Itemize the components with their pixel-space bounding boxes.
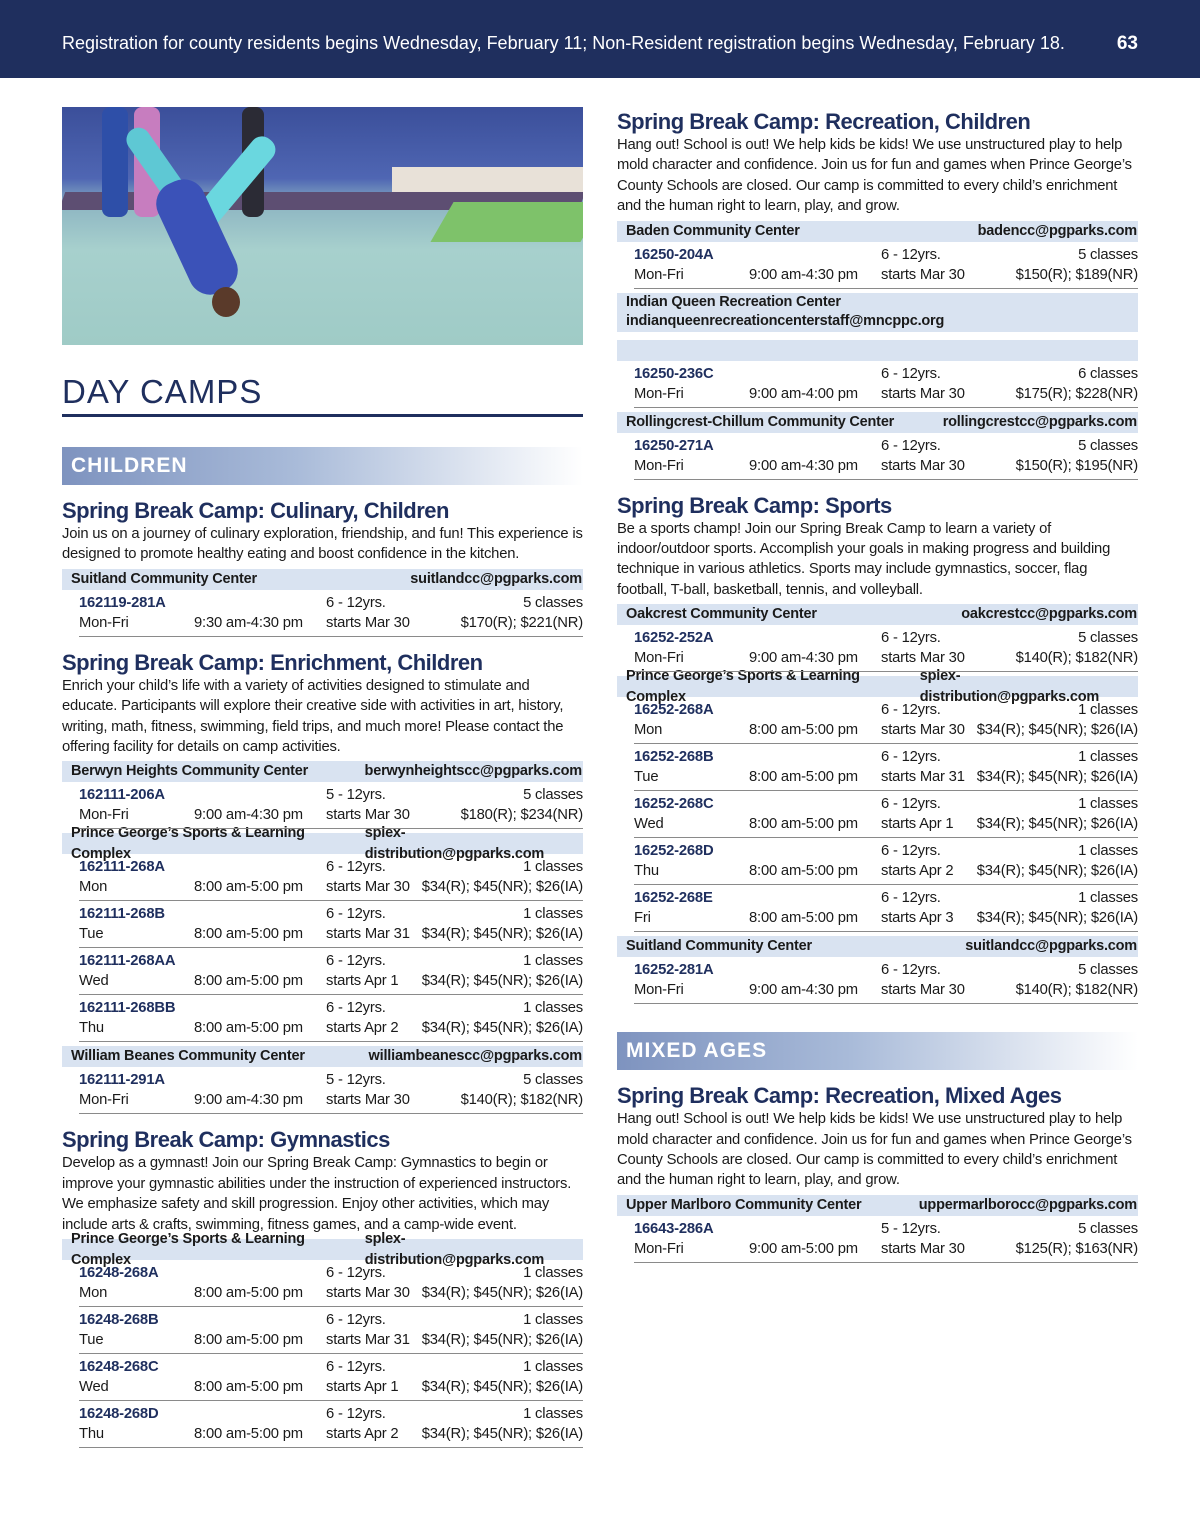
offering-row <box>79 901 583 948</box>
course-days: Mon-Fri <box>79 807 129 824</box>
camp-description: Develop as a gymnast! Join our Spring Break Camp: Gymnastics to begin or improve your gymnastic abilities under the instruction of experienced instructors. We emphasize safety and skill progression. Enjoy other activities, which may include arts & crafts, swimming, fitness games, and a camp-wide event. <box>62 1155 572 1233</box>
course-code: 16248-268C <box>79 1359 159 1376</box>
offering-row <box>79 995 583 1042</box>
course-code: 162111-268B <box>79 906 165 923</box>
course-days: Mon <box>634 722 663 739</box>
facility-header <box>62 1230 583 1268</box>
course-age: 6 - 12yrs. <box>326 953 386 970</box>
course-start: starts Apr 2 <box>326 1020 399 1037</box>
facility-header <box>62 824 583 862</box>
course-start: starts Apr 1 <box>326 973 399 990</box>
offering-row <box>634 242 1138 289</box>
facility-email: uppermarlborocc@pgparks.com <box>918 1196 1137 1213</box>
course-days: Mon-Fri <box>634 650 684 667</box>
camp-name: Spring Break Camp: Recreation, Children <box>617 109 1031 134</box>
course-start: starts Apr 2 <box>326 1426 399 1443</box>
course-start: starts Mar 30 <box>326 1285 410 1302</box>
course-time: 9:00 am-4:30 pm <box>749 650 858 667</box>
course-age: 5 - 12yrs. <box>326 787 386 804</box>
header-bar <box>0 0 1200 78</box>
facility-email: suitlandcc@pgparks.com <box>965 938 1137 955</box>
course-fee: $34(R); $45(NR); $26(IA) <box>421 1285 583 1302</box>
course-time: 8:00 am-5:00 pm <box>194 1332 303 1349</box>
facility-spacer <box>617 340 1138 361</box>
course-age: 6 - 12yrs. <box>881 365 941 382</box>
facility-name: Indian Queen Recreation Center <box>626 294 841 311</box>
course-age: 6 - 12yrs. <box>881 630 941 647</box>
course-days: Mon-Fri <box>634 457 684 474</box>
facility-header <box>617 1195 1138 1216</box>
course-time: 8:00 am-5:00 pm <box>749 863 858 880</box>
course-fee: $150(R); $189(NR) <box>1015 266 1138 283</box>
course-days: Tue <box>79 926 104 943</box>
course-classes: 1 classes <box>523 1406 583 1423</box>
course-fee: $170(R); $221(NR) <box>460 614 583 631</box>
offering-row <box>79 854 583 901</box>
course-classes: 5 classes <box>1078 1220 1138 1237</box>
camp-description: Be a sports champ! Join our Spring Break Camp to learn a variety of indoor/outdoor sports. Accomplish your goals in making progress and building technique in various athletics. Sports may include gymnastics, soccer, flag football, T-ball, basketball, tennis, and volleyball. <box>617 520 1111 598</box>
camp-name: Spring Break Camp: Enrichment, Children <box>62 649 483 675</box>
course-start: starts Mar 30 <box>326 879 410 896</box>
course-time: 8:00 am-5:00 pm <box>749 816 858 833</box>
facility-name: Rollingcrest-Chillum Community Center <box>626 413 895 430</box>
course-classes: 5 classes <box>1078 437 1138 454</box>
facility-header <box>62 569 583 590</box>
course-start: starts Mar 30 <box>881 722 965 739</box>
course-start: starts Mar 30 <box>881 1240 965 1257</box>
course-classes: 5 classes <box>523 787 583 804</box>
facility-name: Baden Community Center <box>626 222 800 239</box>
course-code: 16252-268E <box>634 890 713 907</box>
course-age: 6 - 12yrs. <box>881 246 941 263</box>
course-fee: $140(R); $182(NR) <box>460 1092 583 1109</box>
course-time: 9:00 am-4:30 pm <box>749 457 858 474</box>
course-start: starts Mar 30 <box>881 982 965 999</box>
course-classes: 1 classes <box>523 1265 583 1282</box>
camp-description: Hang out! School is out! We help kids be kids! We use unstructured play to help mold character and confidence. Join us for fun and games when Prince George’s County Schools are closed. Our camp is committed to every child’s enrichment and the human right to learn, play, and grow. <box>617 137 1132 215</box>
facility-email: berwynheightscc@pgparks.com <box>364 763 582 780</box>
page-number: 63 <box>1116 33 1138 54</box>
course-classes: 1 classes <box>1078 796 1138 813</box>
course-time: 8:00 am-5:00 pm <box>749 910 858 927</box>
offering-row <box>79 1307 583 1354</box>
course-fee: $34(R); $45(NR); $26(IA) <box>421 1332 583 1349</box>
facility-email: williambeanescc@pgparks.com <box>368 1048 582 1065</box>
course-code: 162111-291A <box>79 1072 165 1089</box>
section-title: DAY CAMPS <box>62 372 583 417</box>
course-start: starts Mar 30 <box>881 266 965 283</box>
course-fee: $140(R); $182(NR) <box>1015 650 1138 667</box>
course-time: 9:30 am-4:30 pm <box>194 614 303 631</box>
course-age: 6 - 12yrs. <box>326 859 386 876</box>
left-column <box>62 107 583 1448</box>
course-time: 8:00 am-5:00 pm <box>749 722 858 739</box>
course-fee: $34(R); $45(NR); $26(IA) <box>421 879 583 896</box>
course-code: 16252-268C <box>634 796 714 813</box>
course-age: 6 - 12yrs. <box>326 1265 386 1282</box>
course-start: starts Apr 3 <box>881 910 954 927</box>
course-code: 16252-281A <box>634 962 714 979</box>
course-fee: $34(R); $45(NR); $26(IA) <box>421 973 583 990</box>
registration-notice: Registration for county residents begins Wednesday, February 11; Non-Resident registration begins Wednesday, February 18. <box>62 33 1065 53</box>
course-start: starts Mar 31 <box>881 769 965 786</box>
course-time: 8:00 am-5:00 pm <box>194 1426 303 1443</box>
camp-mixed-ages <box>617 1083 1138 1263</box>
facility-email: rollingcrestcc@pgparks.com <box>942 413 1137 430</box>
facility-email: oakcrestcc@pgparks.com <box>961 606 1137 623</box>
course-time: 9:00 am-4:30 pm <box>749 982 858 999</box>
course-days: Thu <box>634 863 659 880</box>
course-classes: 1 classes <box>1078 702 1138 719</box>
course-age: 6 - 12yrs. <box>881 702 941 719</box>
course-classes: 1 classes <box>523 953 583 970</box>
course-time: 8:00 am-5:00 pm <box>194 1379 303 1396</box>
facility-header <box>617 221 1138 242</box>
facility-header <box>617 936 1138 957</box>
course-days: Mon-Fri <box>634 385 684 402</box>
camp-description: Join us on a journey of culinary exploration, friendship, and fun! This experience is designed to promote healthy eating and boost confidence in the kitchen. <box>62 526 583 563</box>
course-days: Wed <box>79 973 109 990</box>
course-time: 8:00 am-5:00 pm <box>194 879 303 896</box>
offering-row <box>79 782 583 829</box>
course-fee: $34(R); $45(NR); $26(IA) <box>976 816 1138 833</box>
offering-row <box>634 744 1138 791</box>
band-children: CHILDREN <box>62 447 583 485</box>
course-code: 16248-268D <box>79 1406 159 1423</box>
course-start: starts Mar 30 <box>881 385 965 402</box>
course-code: 16643-286A <box>634 1220 714 1237</box>
course-classes: 1 classes <box>1078 749 1138 766</box>
course-start: starts Apr 2 <box>881 863 954 880</box>
course-days: Mon-Fri <box>634 1240 684 1257</box>
course-days: Mon <box>79 879 108 896</box>
offering-row <box>79 1354 583 1401</box>
course-days: Mon <box>79 1285 108 1302</box>
offering-row <box>79 1260 583 1307</box>
course-start: starts Mar 30 <box>881 457 965 474</box>
offering-row <box>634 791 1138 838</box>
course-days: Thu <box>79 1426 104 1443</box>
facility-name: William Beanes Community Center <box>71 1048 305 1065</box>
course-fee: $34(R); $45(NR); $26(IA) <box>976 722 1138 739</box>
facility-email: splex-distribution@pgparks.com <box>364 1230 545 1268</box>
course-start: starts Apr 1 <box>881 816 954 833</box>
course-age: 6 - 12yrs. <box>881 962 941 979</box>
camp-recreation <box>617 109 1138 480</box>
course-days: Thu <box>79 1020 104 1037</box>
course-age: 5 - 12yrs. <box>881 1220 941 1237</box>
course-start: starts Mar 30 <box>326 807 410 824</box>
course-classes: 5 classes <box>523 594 583 611</box>
course-fee: $34(R); $45(NR); $26(IA) <box>421 1379 583 1396</box>
course-days: Mon-Fri <box>79 614 129 631</box>
camp-name: Spring Break Camp: Gymnastics <box>62 1127 390 1153</box>
course-code: 16250-271A <box>634 437 714 454</box>
photo-mat <box>430 202 583 242</box>
facility-header <box>617 667 1138 705</box>
course-code: 16252-268D <box>634 843 714 860</box>
course-fee: $34(R); $45(NR); $26(IA) <box>976 863 1138 880</box>
camp-sports <box>617 493 1138 1005</box>
course-age: 6 - 12yrs. <box>881 843 941 860</box>
course-days: Tue <box>79 1332 104 1349</box>
course-time: 9:00 am-4:30 pm <box>194 1092 303 1109</box>
course-age: 6 - 12yrs. <box>326 1406 386 1423</box>
course-time: 8:00 am-5:00 pm <box>194 926 303 943</box>
course-code: 162111-268AA <box>79 953 176 970</box>
offering-row <box>79 1401 583 1448</box>
course-code: 16252-268B <box>634 749 714 766</box>
facility-email: suitlandcc@pgparks.com <box>410 570 582 587</box>
course-age: 6 - 12yrs. <box>326 594 386 611</box>
course-age: 6 - 12yrs. <box>326 1000 386 1017</box>
course-classes: 1 classes <box>523 1000 583 1017</box>
course-time: 9:00 am-4:00 pm <box>749 385 858 402</box>
course-classes: 5 classes <box>1078 630 1138 647</box>
course-classes: 1 classes <box>523 1312 583 1329</box>
course-age: 6 - 12yrs. <box>326 1312 386 1329</box>
course-age: 6 - 12yrs. <box>881 749 941 766</box>
course-start: starts Mar 31 <box>326 926 410 943</box>
facility-email: indianqueenrecreationcenterstaff@mncppc.org <box>626 313 945 330</box>
camp-name: Spring Break Camp: Culinary, Children <box>62 498 449 523</box>
offering-row <box>79 948 583 995</box>
offering-row <box>634 1216 1138 1263</box>
course-fee: $34(R); $45(NR); $26(IA) <box>976 910 1138 927</box>
course-days: Mon-Fri <box>634 266 684 283</box>
course-fee: $180(R); $234(NR) <box>460 807 583 824</box>
course-classes: 6 classes <box>1078 365 1138 382</box>
camp-description: Enrich your child’s life with a variety of activities designed to stimulate and educate. Participants will explore their creative side with activities in art, history, writing, math, fitness, swimming, field trips, and much more! Please contact the offering facility for details on camp activities. <box>62 677 564 756</box>
course-code: 16252-252A <box>634 630 714 647</box>
course-fee: $140(R); $182(NR) <box>1015 982 1138 999</box>
facility-name: Prince George’s Sports & Learning Complex <box>71 1230 305 1268</box>
course-code: 16248-268B <box>79 1312 159 1329</box>
offering-row <box>634 697 1138 744</box>
offering-row <box>79 590 583 637</box>
facility-name: Berwyn Heights Community Center <box>71 763 309 780</box>
course-start: starts Mar 30 <box>326 614 410 631</box>
course-code: 162111-268BB <box>79 1000 176 1017</box>
course-age: 6 - 12yrs. <box>326 1359 386 1376</box>
course-fee: $34(R); $45(NR); $26(IA) <box>976 769 1138 786</box>
course-code: 16250-204A <box>634 246 714 263</box>
offering-row <box>634 957 1138 1004</box>
course-time: 9:00 am-4:30 pm <box>194 807 303 824</box>
offering-row <box>634 838 1138 885</box>
course-days: Mon-Fri <box>634 982 684 999</box>
facility-header <box>617 604 1138 625</box>
facility-name: Upper Marlboro Community Center <box>626 1196 862 1213</box>
course-start: starts Mar 31 <box>326 1332 410 1349</box>
course-time: 8:00 am-5:00 pm <box>749 769 858 786</box>
camp-gymnastics <box>62 1127 583 1448</box>
facility-header <box>617 412 1138 433</box>
offering-row <box>634 361 1138 408</box>
facility-header <box>62 761 583 782</box>
course-age: 6 - 12yrs. <box>881 890 941 907</box>
camp-culinary <box>62 498 583 637</box>
course-age: 6 - 12yrs. <box>881 796 941 813</box>
offering-row <box>634 885 1138 932</box>
offering-row <box>79 1067 583 1114</box>
course-time: 8:00 am-5:00 pm <box>194 973 303 990</box>
facility-header <box>62 1046 583 1067</box>
facility-name: Prince George’s Sports & Learning Complex <box>626 667 860 705</box>
course-classes: 5 classes <box>1078 962 1138 979</box>
facility-email: splex-distribution@pgparks.com <box>364 824 545 862</box>
course-code: 16248-268A <box>79 1265 159 1282</box>
course-days: Wed <box>634 816 664 833</box>
course-classes: 1 classes <box>523 1359 583 1376</box>
photo-person <box>102 107 128 217</box>
right-column <box>617 109 1138 1263</box>
course-start: starts Mar 30 <box>881 650 965 667</box>
course-fee: $175(R); $228(NR) <box>1015 385 1138 402</box>
course-code: 16252-268A <box>634 702 714 719</box>
course-classes: 5 classes <box>523 1072 583 1089</box>
course-age: 5 - 12yrs. <box>326 1072 386 1089</box>
course-classes: 1 classes <box>1078 843 1138 860</box>
course-days: Fri <box>634 910 651 927</box>
photo-gymnast <box>212 287 240 317</box>
course-fee: $150(R); $195(NR) <box>1015 457 1138 474</box>
course-days: Wed <box>79 1379 109 1396</box>
course-classes: 1 classes <box>523 906 583 923</box>
course-days: Mon-Fri <box>79 1092 129 1109</box>
course-start: starts Mar 30 <box>326 1092 410 1109</box>
camp-enrichment <box>62 650 583 1115</box>
course-code: 162119-281A <box>79 594 166 611</box>
course-classes: 1 classes <box>1078 890 1138 907</box>
offering-row <box>634 625 1138 672</box>
course-time: 9:00 am-5:00 pm <box>749 1240 858 1257</box>
course-time: 8:00 am-5:00 pm <box>194 1020 303 1037</box>
course-fee: $34(R); $45(NR); $26(IA) <box>421 1426 583 1443</box>
course-code: 162111-206A <box>79 787 165 804</box>
course-classes: 1 classes <box>523 859 583 876</box>
course-fee: $34(R); $45(NR); $26(IA) <box>421 1020 583 1037</box>
course-fee: $34(R); $45(NR); $26(IA) <box>421 926 583 943</box>
facility-email: badencc@pgparks.com <box>977 222 1137 239</box>
course-start: starts Apr 1 <box>326 1379 399 1396</box>
facility-email: splex-distribution@pgparks.com <box>919 667 1100 705</box>
offering-row <box>634 433 1138 480</box>
camp-name: Spring Break Camp: Recreation, Mixed Ages <box>617 1083 1062 1109</box>
camp-name: Spring Break Camp: Sports <box>617 492 892 518</box>
band-mixed-ages: MIXED AGES <box>617 1032 1138 1070</box>
facility-name: Oakcrest Community Center <box>626 606 817 623</box>
course-age: 6 - 12yrs. <box>881 437 941 454</box>
camp-description: Hang out! School is out! We help kids be kids! We use unstructured play to help mold character and confidence. Join us for fun and games when Prince George’s County Schools are closed. Our camp is committed to every child’s enrichment and the human right to learn, play, and grow. <box>617 1111 1132 1189</box>
facility-name: Suitland Community Center <box>71 570 257 587</box>
gymnast-photo <box>62 107 583 345</box>
facility-header <box>617 293 1138 332</box>
course-days: Tue <box>634 769 659 786</box>
facility-name: Prince George’s Sports & Learning Complex <box>71 824 305 862</box>
course-fee: $125(R); $163(NR) <box>1015 1240 1138 1257</box>
course-code: 16250-236C <box>634 365 714 382</box>
course-classes: 5 classes <box>1078 246 1138 263</box>
facility-name: Suitland Community Center <box>626 938 812 955</box>
course-time: 8:00 am-5:00 pm <box>194 1285 303 1302</box>
course-time: 9:00 am-4:30 pm <box>749 266 858 283</box>
course-age: 6 - 12yrs. <box>326 906 386 923</box>
course-code: 162111-268A <box>79 859 165 876</box>
